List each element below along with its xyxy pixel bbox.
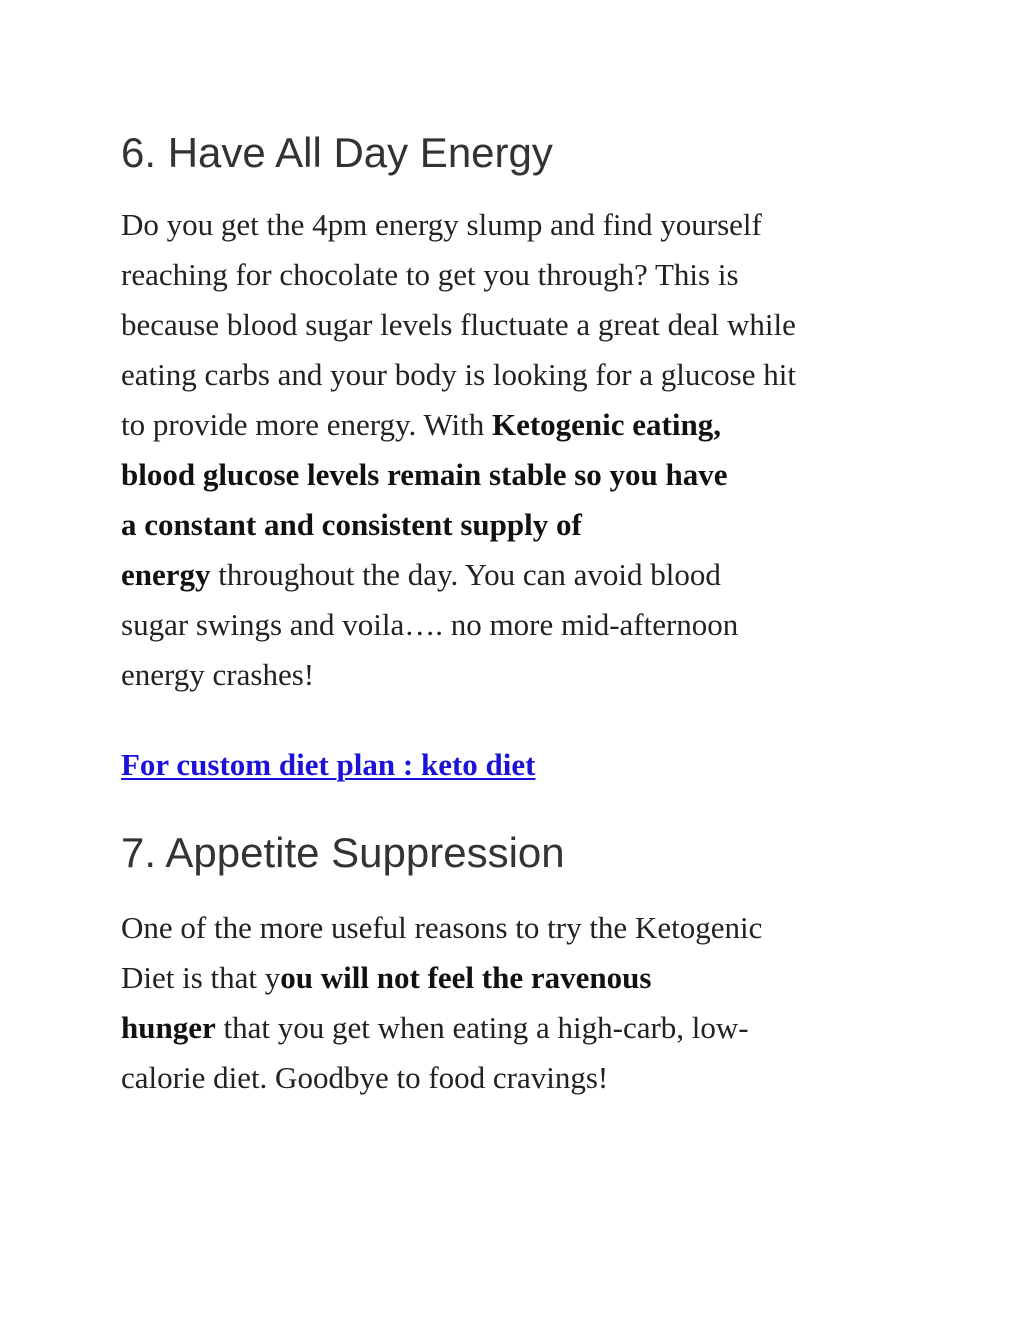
keto-diet-link[interactable]: For custom diet plan : keto diet xyxy=(121,747,536,782)
paragraph-appetite xyxy=(121,903,762,1103)
text-run: One of the more useful reasons to try the Ketogenic xyxy=(121,910,763,945)
bold-text-run: blood glucose levels remain stable so you have xyxy=(121,457,728,492)
text-run: sugar swings and voila…. no more mid-afternoon xyxy=(121,607,739,642)
text-line xyxy=(121,400,796,450)
text-line xyxy=(121,600,796,650)
text-line xyxy=(121,1003,762,1053)
text-line xyxy=(121,500,796,550)
text-run: Do you get the 4pm energy slump and find yourself xyxy=(121,207,762,242)
text-line xyxy=(121,953,762,1003)
text-run: eating carbs and your body is looking for a glucose hit xyxy=(121,357,796,392)
text-run: because blood sugar levels fluctuate a great deal while xyxy=(121,307,796,342)
bold-text-run: Ketogenic eating, xyxy=(491,407,721,442)
text-run: energy crashes! xyxy=(121,657,315,692)
text-run: throughout the day. You can avoid blood xyxy=(210,557,721,592)
text-run: Diet is that y xyxy=(121,960,281,995)
text-line xyxy=(121,903,762,953)
link-row xyxy=(121,740,535,790)
text-line xyxy=(121,200,796,250)
text-run: calorie diet. Goodbye to food cravings! xyxy=(121,1060,609,1095)
text-line xyxy=(121,300,796,350)
bold-text-run: ou will not feel the ravenous xyxy=(280,960,652,995)
text-run: reaching for chocolate to get you through? This is xyxy=(121,257,739,292)
text-line xyxy=(121,550,796,600)
text-line xyxy=(121,350,796,400)
text-line xyxy=(121,650,796,700)
text-line xyxy=(121,450,796,500)
paragraph-energy xyxy=(121,200,796,700)
text-run: to provide more energy. With xyxy=(121,407,492,442)
bold-text-run: energy xyxy=(121,557,211,592)
text-line xyxy=(121,250,796,300)
section-heading-energy: 6. Have All Day Energy xyxy=(121,129,553,176)
text-run: that you get when eating a high-carb, low- xyxy=(215,1010,749,1045)
bold-text-run: hunger xyxy=(121,1010,216,1045)
text-line xyxy=(121,1053,762,1103)
section-heading-appetite: 7. Appetite Suppression xyxy=(121,829,565,876)
bold-text-run: a constant and consistent supply of xyxy=(121,507,582,542)
